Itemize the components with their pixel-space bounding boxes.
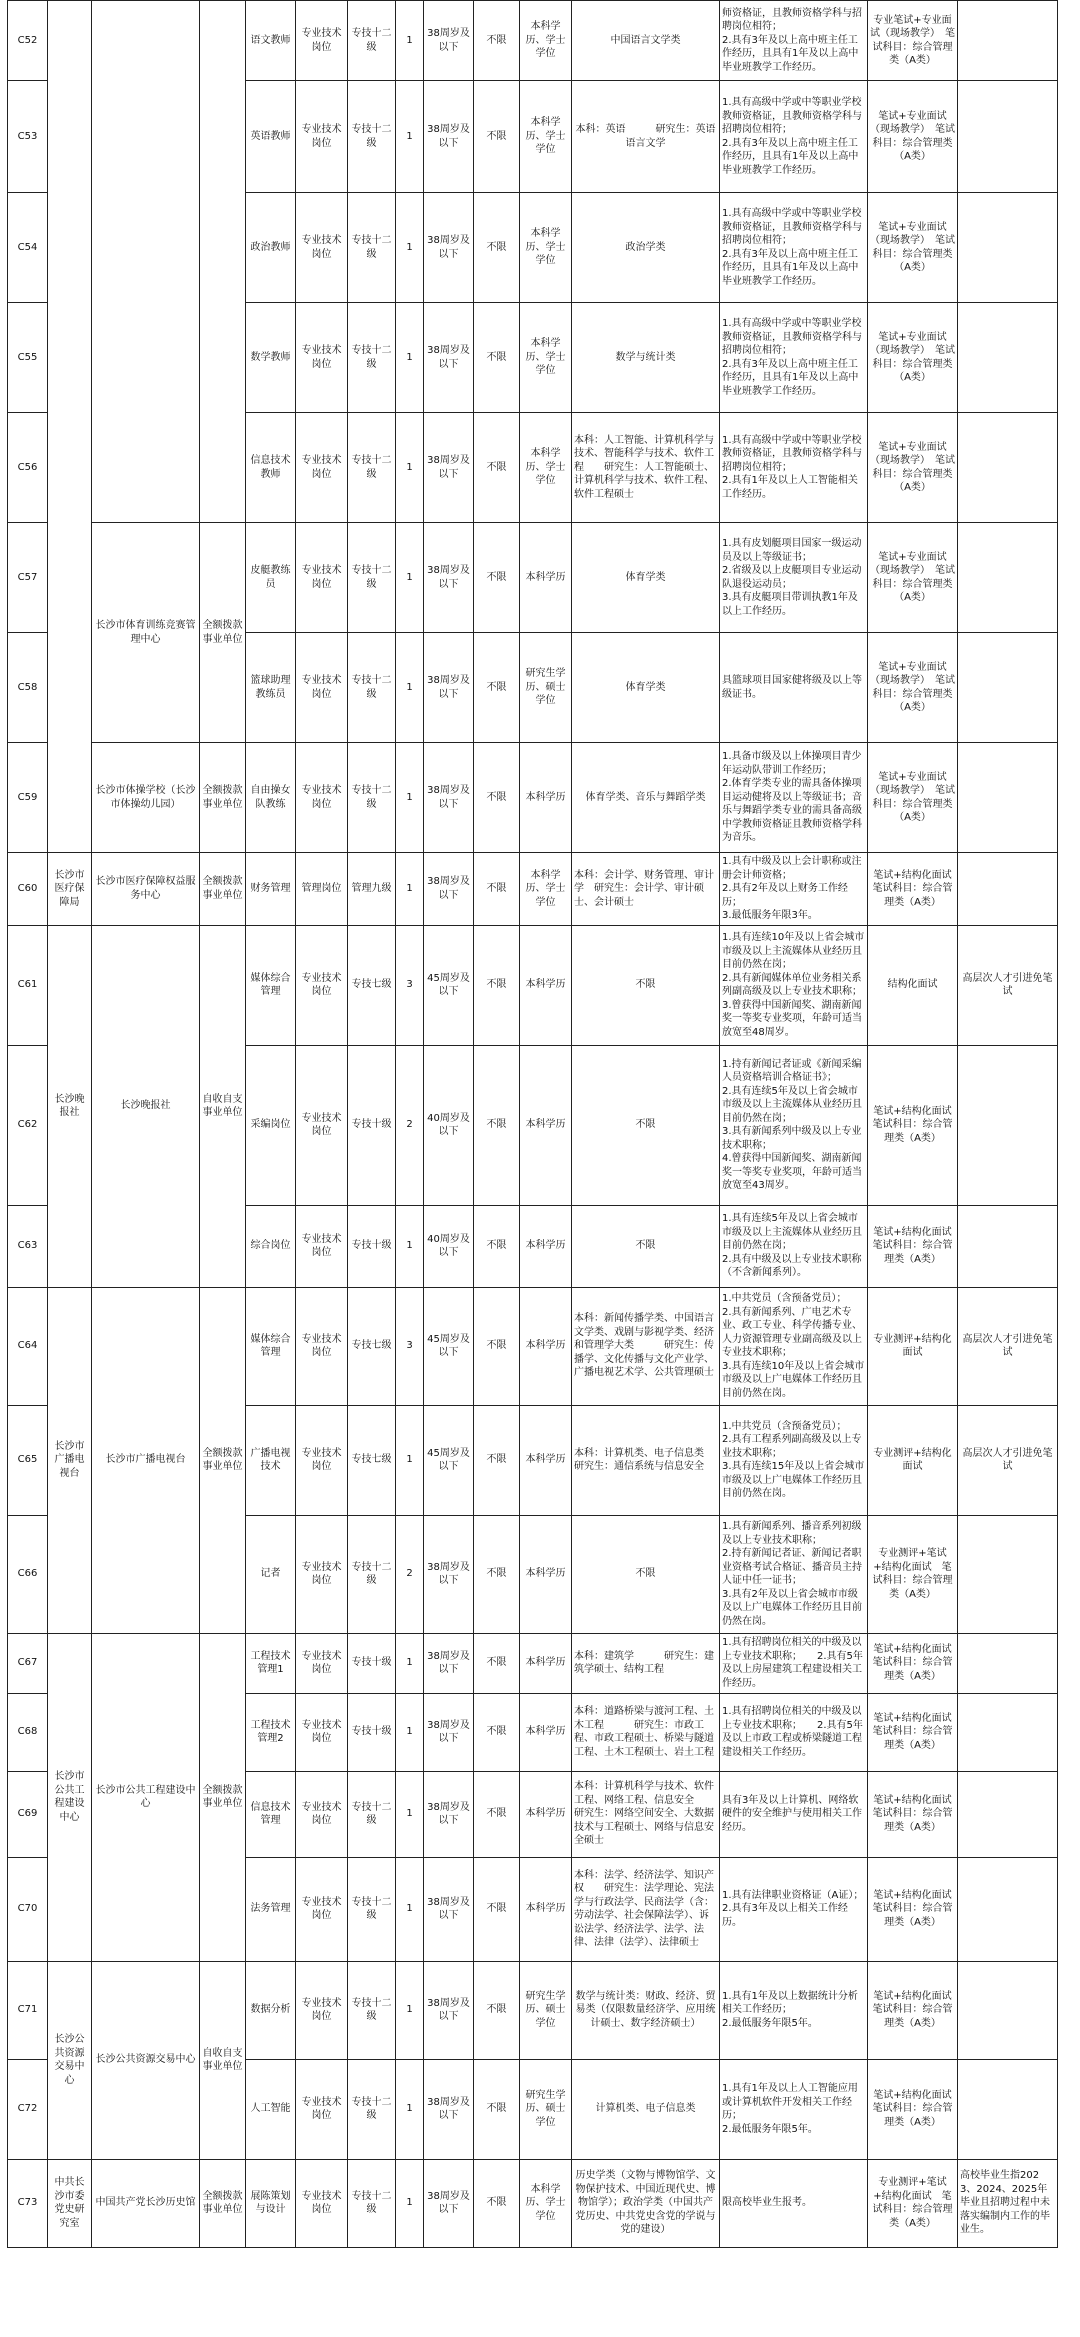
- post-type: 专业技术岗位: [296, 925, 348, 1045]
- major: 本科：建筑学 研究生：建筑学硕士、结构工程: [572, 1633, 720, 1693]
- requirements: 1.具有中级及以上会计职称或注册会计师资格； 2.具有2年及以上财务工作经历； 3.最低服务年限3年。: [720, 853, 868, 926]
- exam: 笔试+结构化面试 笔试科目：综合管理类（A类）: [868, 1771, 958, 1857]
- gender: 不限: [474, 413, 520, 523]
- remark: [958, 193, 1058, 303]
- gender: 不限: [474, 523, 520, 633]
- requirements: 限高校毕业生报考。: [720, 2159, 868, 2247]
- position: 广播电视技术: [246, 1405, 296, 1515]
- row-id: C69: [8, 1771, 48, 1857]
- funding-cell: 自收自支事业单位: [200, 925, 246, 1287]
- requirements: 1.持有新闻记者证或《新闻采编人员资格培训合格证书》； 2.具有连续5年及以上省会城市市级及以上主流媒体从业经历且目前仍然在岗； 3.具有新闻系列中级及以上专业技术职称； 4.曾获得中国新闻奖、湖南新闻奖一等奖专业奖项，年龄可适当放宽至43周岁。: [720, 1045, 868, 1205]
- education: 本科学历: [520, 1633, 572, 1693]
- major: 体育学类、音乐与舞蹈学类: [572, 743, 720, 853]
- education: 本科学历: [520, 1857, 572, 1961]
- count: 1: [396, 1405, 424, 1515]
- remark: [958, 523, 1058, 633]
- education: 本科学历: [520, 925, 572, 1045]
- exam: 笔试+专业面试（现场教学） 笔试科目：综合管理类（A类）: [868, 633, 958, 743]
- table-row: [8, 925, 1058, 1045]
- count: 1: [396, 1, 424, 81]
- major: 体育学类: [572, 523, 720, 633]
- remark: [958, 1045, 1058, 1205]
- education: 研究生学历、硕士学位: [520, 1961, 572, 2059]
- row-id: C59: [8, 743, 48, 853]
- age: 38周岁及以下: [424, 1961, 474, 2059]
- exam: 专业测评+结构化面试: [868, 1405, 958, 1515]
- position: 篮球助理教练员: [246, 633, 296, 743]
- requirements: 具篮球项目国家健将级及以上等级证书。: [720, 633, 868, 743]
- exam: 笔试+专业面试（现场教学） 笔试科目：综合管理类（A类）: [868, 743, 958, 853]
- org-cell: 长沙公共资源交易中心: [92, 1961, 200, 2159]
- grade: 专技七级: [348, 1405, 396, 1515]
- count: 1: [396, 523, 424, 633]
- row-id: C52: [8, 1, 48, 81]
- count: 1: [396, 303, 424, 413]
- position: 自由操女队教练: [246, 743, 296, 853]
- gender: 不限: [474, 1287, 520, 1405]
- table-row: [8, 1, 1058, 81]
- position: 媒体综合管理: [246, 925, 296, 1045]
- major: 本科：计算机类、电子信息类 研究生：通信系统与信息安全: [572, 1405, 720, 1515]
- exam: 专业笔试+专业面试（现场教学） 笔试科目：综合管理类（A类）: [868, 1, 958, 81]
- major: 不限: [572, 925, 720, 1045]
- row-id: C58: [8, 633, 48, 743]
- gender: 不限: [474, 1205, 520, 1287]
- unit-cell: 长沙公共资源交易中心: [48, 1961, 92, 2159]
- education: 本科学历、学士学位: [520, 303, 572, 413]
- gender: 不限: [474, 1961, 520, 2059]
- unit-cell: [48, 1, 92, 853]
- position: 工程技术管理1: [246, 1633, 296, 1693]
- education: 本科学历: [520, 1045, 572, 1205]
- table-row: [8, 743, 1058, 853]
- count: 1: [396, 1857, 424, 1961]
- age: 38周岁及以下: [424, 1857, 474, 1961]
- requirements: 1.具有1年及以上人工智能应用或计算机软件开发相关工作经历； 2.最低服务年限5年。: [720, 2059, 868, 2159]
- exam: 笔试+结构化面试 笔试科目：综合管理类（A类）: [868, 1205, 958, 1287]
- funding-cell: 全额拨款事业单位: [200, 1287, 246, 1633]
- post-type: 专业技术岗位: [296, 1693, 348, 1771]
- major: 本科：人工智能、计算机科学与技术、智能科学与技术、软件工程 研究生：人工智能硕士、计算机科学与技术、软件工程、软件工程硕士: [572, 413, 720, 523]
- gender: 不限: [474, 1045, 520, 1205]
- remark: [958, 2059, 1058, 2159]
- requirements: 1.具备市级及以上体操项目青少年运动队带训工作经历； 2.体育学类专业的需具备体操项目运动健将及以上等级证书；音乐与舞蹈学类专业的需具备高级中学教师资格证且教师资格学科为音乐。: [720, 743, 868, 853]
- count: 1: [396, 743, 424, 853]
- row-id: C64: [8, 1287, 48, 1405]
- count: 3: [396, 925, 424, 1045]
- age: 38周岁及以下: [424, 743, 474, 853]
- org-cell: 长沙市体操学校（长沙市体操幼儿园）: [92, 743, 200, 853]
- grade: 专技十二级: [348, 743, 396, 853]
- education: 研究生学历、硕士学位: [520, 2059, 572, 2159]
- exam: 笔试+结构化面试 笔试科目：综合管理类（A类）: [868, 2059, 958, 2159]
- grade: 专技十级: [348, 1633, 396, 1693]
- education: 本科学历: [520, 1771, 572, 1857]
- major: 不限: [572, 1515, 720, 1633]
- org-cell: 长沙市医疗保障权益服务中心: [92, 853, 200, 926]
- remark: [958, 1633, 1058, 1693]
- age: 38周岁及以下: [424, 853, 474, 926]
- row-id: C66: [8, 1515, 48, 1633]
- age: 38周岁及以下: [424, 193, 474, 303]
- org-cell: 长沙市公共工程建设中心: [92, 1633, 200, 1961]
- row-id: C61: [8, 925, 48, 1045]
- exam: 笔试+结构化面试 笔试科目：综合管理类（A类）: [868, 1633, 958, 1693]
- major: 本科：新闻传播学类、中国语言文学类、戏剧与影视学类、经济和管理学大类 研究生：传播学、文化传播与文化产业学、广播电视艺术学、公共管理硕士: [572, 1287, 720, 1405]
- row-id: C53: [8, 81, 48, 193]
- education: 本科学历: [520, 1515, 572, 1633]
- remark: [958, 1961, 1058, 2059]
- unit-cell: 长沙市医疗保障局: [48, 853, 92, 926]
- gender: 不限: [474, 633, 520, 743]
- org-cell: 长沙市体育训练竞赛管理中心: [92, 523, 200, 743]
- major: 数学与统计类：财政、经济、贸易类（仅限数量经济学、应用统计硕士、数字经济硕士）: [572, 1961, 720, 2059]
- exam: 结构化面试: [868, 925, 958, 1045]
- remark: 高层次人才引进免笔试: [958, 925, 1058, 1045]
- table-row: [8, 1633, 1058, 1693]
- education: 本科学历: [520, 743, 572, 853]
- remark: [958, 853, 1058, 926]
- education: 本科学历、学士学位: [520, 1, 572, 81]
- org-cell: [92, 1, 200, 523]
- exam: 笔试+专业面试（现场教学） 笔试科目：综合管理类（A类）: [868, 303, 958, 413]
- count: 2: [396, 1045, 424, 1205]
- education: 本科学历、学士学位: [520, 853, 572, 926]
- recruitment-table: [7, 0, 1058, 2248]
- gender: 不限: [474, 2159, 520, 2247]
- unit-cell: 长沙市广播电视台: [48, 1287, 92, 1633]
- grade: 专技七级: [348, 1287, 396, 1405]
- gender: 不限: [474, 1693, 520, 1771]
- position: 英语教师: [246, 81, 296, 193]
- gender: 不限: [474, 2059, 520, 2159]
- count: 1: [396, 193, 424, 303]
- exam: 专业测评+结构化面试: [868, 1287, 958, 1405]
- age: 38周岁及以下: [424, 1693, 474, 1771]
- gender: 不限: [474, 743, 520, 853]
- funding-cell: 全额拨款事业单位: [200, 2159, 246, 2247]
- row-id: C71: [8, 1961, 48, 2059]
- age: 38周岁及以下: [424, 81, 474, 193]
- major: 数学与统计类: [572, 303, 720, 413]
- post-type: 专业技术岗位: [296, 193, 348, 303]
- gender: 不限: [474, 1405, 520, 1515]
- major: 不限: [572, 1205, 720, 1287]
- requirements: 1.具有连续5年及以上省会城市市级及以上主流媒体从业经历且目前仍然在岗； 2.具有中级及以上专业技术职称（不含新闻系列）。: [720, 1205, 868, 1287]
- row-id: C67: [8, 1633, 48, 1693]
- org-cell: 中国共产党长沙历史馆: [92, 2159, 200, 2247]
- post-type: 专业技术岗位: [296, 2059, 348, 2159]
- requirements: 1.具有新闻系列、播音系列初级及以上专业技术职称； 2.持有新闻记者证、新闻记者职业资格考试合格证、播音员主持人证中任一证书； 3.具有2年及以上省会城市市级及以上广电媒体工作经历且目前仍然在岗。: [720, 1515, 868, 1633]
- education: 研究生学历、硕士学位: [520, 633, 572, 743]
- requirements: 1.具有高级中学或中等职业学校教师资格证，且教师资格学科与招聘岗位相符； 2.具有3年及以上高中班主任工作经历，且具有1年及以上高中毕业班教学工作经历。: [720, 303, 868, 413]
- education: 本科学历、学士学位: [520, 413, 572, 523]
- grade: 专技十二级: [348, 633, 396, 743]
- major: 本科：英语 研究生：英语语言文学: [572, 81, 720, 193]
- row-id: C62: [8, 1045, 48, 1205]
- remark: [958, 633, 1058, 743]
- post-type: 专业技术岗位: [296, 1771, 348, 1857]
- grade: 专技十级: [348, 1045, 396, 1205]
- requirements: 1.具有招聘岗位相关的中级及以上专业技术职称； 2.具有5年及以上房屋建筑工程建设相关工作经历。: [720, 1633, 868, 1693]
- gender: 不限: [474, 81, 520, 193]
- gender: 不限: [474, 1633, 520, 1693]
- row-id: C68: [8, 1693, 48, 1771]
- age: 38周岁及以下: [424, 303, 474, 413]
- age: 45周岁及以下: [424, 1405, 474, 1515]
- row-id: C56: [8, 413, 48, 523]
- education: 本科学历: [520, 1405, 572, 1515]
- row-id: C63: [8, 1205, 48, 1287]
- grade: 专技十二级: [348, 1, 396, 81]
- count: 1: [396, 413, 424, 523]
- requirements: 1.具有连续10年及以上省会城市市级及以上主流媒体从业经历且目前仍然在岗； 2.具有新闻媒体单位业务相关系列副高级及以上专业技术职称； 3.曾获得中国新闻奖、湖南新闻奖一等奖专业奖项，年龄可适当放宽至48周岁。: [720, 925, 868, 1045]
- row-id: C54: [8, 193, 48, 303]
- count: 1: [396, 2059, 424, 2159]
- exam: 笔试+专业面试（现场教学） 笔试科目：综合管理类（A类）: [868, 523, 958, 633]
- requirements: 1.具有高级中学或中等职业学校教师资格证，且教师资格学科与招聘岗位相符； 2.具有3年及以上高中班主任工作经历，且具有1年及以上高中毕业班教学工作经历。: [720, 81, 868, 193]
- count: 1: [396, 1633, 424, 1693]
- post-type: 专业技术岗位: [296, 413, 348, 523]
- remark: [958, 1515, 1058, 1633]
- post-type: 专业技术岗位: [296, 1515, 348, 1633]
- requirements: 1.具有高级中学或中等职业学校教师资格证，且教师资格学科与招聘岗位相符； 2.具有3年及以上高中班主任工作经历，且具有1年及以上高中毕业班教学工作经历。: [720, 193, 868, 303]
- gender: 不限: [474, 1515, 520, 1633]
- grade: 管理九级: [348, 853, 396, 926]
- education: 本科学历、学士学位: [520, 193, 572, 303]
- remark: [958, 303, 1058, 413]
- requirements: 1.具有1年及以上数据统计分析相关工作经历； 2.最低服务年限5年。: [720, 1961, 868, 2059]
- post-type: 专业技术岗位: [296, 1045, 348, 1205]
- gender: 不限: [474, 925, 520, 1045]
- age: 38周岁及以下: [424, 1771, 474, 1857]
- position: 人工智能: [246, 2059, 296, 2159]
- remark: [958, 1693, 1058, 1771]
- count: 1: [396, 2159, 424, 2247]
- major: 本科：道路桥梁与渡河工程、土木工程 研究生：市政工程、市政工程硕士、桥梁与隧道工程、土木工程硕士、岩土工程: [572, 1693, 720, 1771]
- grade: 专技十二级: [348, 2059, 396, 2159]
- exam: 笔试+结构化面试 笔试科目：综合管理类（A类）: [868, 853, 958, 926]
- post-type: 专业技术岗位: [296, 743, 348, 853]
- post-type: 管理岗位: [296, 853, 348, 926]
- gender: 不限: [474, 1771, 520, 1857]
- exam: 笔试+专业面试（现场教学） 笔试科目：综合管理类（A类）: [868, 193, 958, 303]
- post-type: 专业技术岗位: [296, 2159, 348, 2247]
- remark: 高校毕业生指2023、2024、2025年毕业且招聘过程中未落实编制内工作的毕业生。: [958, 2159, 1058, 2247]
- post-type: 专业技术岗位: [296, 303, 348, 413]
- count: 1: [396, 1693, 424, 1771]
- grade: 专技十二级: [348, 2159, 396, 2247]
- grade: 专技十级: [348, 1205, 396, 1287]
- gender: 不限: [474, 303, 520, 413]
- row-id: C55: [8, 303, 48, 413]
- count: 1: [396, 1205, 424, 1287]
- post-type: 专业技术岗位: [296, 1287, 348, 1405]
- grade: 专技十二级: [348, 193, 396, 303]
- grade: 专技十二级: [348, 413, 396, 523]
- position: 信息技术管理: [246, 1771, 296, 1857]
- requirements: 师资格证，且教师资格学科与招聘岗位相符； 2.具有3年及以上高中班主任工作经历，且具有1年及以上高中毕业班教学工作经历。: [720, 1, 868, 81]
- major: 不限: [572, 1045, 720, 1205]
- remark: [958, 1857, 1058, 1961]
- grade: 专技十二级: [348, 1961, 396, 2059]
- exam: 笔试+结构化面试 笔试科目：综合管理类（A类）: [868, 1693, 958, 1771]
- grade: 专技十级: [348, 1693, 396, 1771]
- position: 信息技术教师: [246, 413, 296, 523]
- position: 记者: [246, 1515, 296, 1633]
- post-type: 专业技术岗位: [296, 633, 348, 743]
- requirements: 1.中共党员（含预备党员）； 2.具有工程系列副高级及以上专业技术职称； 3.具有连续15年及以上省会城市市级及以上广电媒体工作经历且目前仍然在岗。: [720, 1405, 868, 1515]
- post-type: 专业技术岗位: [296, 1961, 348, 2059]
- count: 2: [396, 1515, 424, 1633]
- requirements: 1.具有法律职业资格证（A证）； 2.具有3年及以上相关工作经历。: [720, 1857, 868, 1961]
- post-type: 专业技术岗位: [296, 523, 348, 633]
- requirements: 具有3年及以上计算机、网络软硬件的安全维护与使用相关工作经历。: [720, 1771, 868, 1857]
- position: 法务管理: [246, 1857, 296, 1961]
- age: 38周岁及以下: [424, 523, 474, 633]
- post-type: 专业技术岗位: [296, 1633, 348, 1693]
- remark: 高层次人才引进免笔试: [958, 1287, 1058, 1405]
- position: 皮艇教练员: [246, 523, 296, 633]
- exam: 笔试+专业面试（现场教学） 笔试科目：综合管理类（A类）: [868, 413, 958, 523]
- post-type: 专业技术岗位: [296, 1, 348, 81]
- remark: [958, 1771, 1058, 1857]
- grade: 专技十二级: [348, 1771, 396, 1857]
- major: 本科：会计学、财务管理、审计学 研究生：会计学、审计硕士、会计硕士: [572, 853, 720, 926]
- count: 1: [396, 81, 424, 193]
- table-row: [8, 1961, 1058, 2059]
- unit-cell: 中共长沙市委党史研究室: [48, 2159, 92, 2247]
- row-id: C70: [8, 1857, 48, 1961]
- position: 数学教师: [246, 303, 296, 413]
- count: 1: [396, 633, 424, 743]
- position: 数据分析: [246, 1961, 296, 2059]
- major: 本科：计算机科学与技术、软件工程、网络工程、信息安全 研究生：网络空间安全、大数据技术与工程硕士、网络与信息安全硕士: [572, 1771, 720, 1857]
- major: 政治学类: [572, 193, 720, 303]
- count: 1: [396, 1961, 424, 2059]
- age: 40周岁及以下: [424, 1045, 474, 1205]
- exam: 专业测评+笔试+结构化面试 笔试科目：综合管理类（A类）: [868, 2159, 958, 2247]
- count: 3: [396, 1287, 424, 1405]
- age: 38周岁及以下: [424, 2059, 474, 2159]
- row-id: C72: [8, 2059, 48, 2159]
- position: 工程技术管理2: [246, 1693, 296, 1771]
- grade: 专技十二级: [348, 1515, 396, 1633]
- table-row: [8, 853, 1058, 926]
- exam: 笔试+结构化面试 笔试科目：综合管理类（A类）: [868, 1045, 958, 1205]
- count: 1: [396, 853, 424, 926]
- unit-cell: 长沙晚报社: [48, 925, 92, 1287]
- funding-cell: 全额拨款事业单位: [200, 523, 246, 743]
- major: 中国语言文学类: [572, 1, 720, 81]
- exam: 笔试+专业面试（现场教学） 笔试科目：综合管理类（A类）: [868, 81, 958, 193]
- age: 38周岁及以下: [424, 1, 474, 81]
- row-id: C73: [8, 2159, 48, 2247]
- position: 语文教师: [246, 1, 296, 81]
- position: 综合岗位: [246, 1205, 296, 1287]
- position: 政治教师: [246, 193, 296, 303]
- row-id: C65: [8, 1405, 48, 1515]
- position: 展陈策划与设计: [246, 2159, 296, 2247]
- major: 历史学类（文物与博物馆学、文物保护技术、中国近现代史、博物馆学）；政治学类（中国共产党历史、中共党史含党的学说与党的建设）: [572, 2159, 720, 2247]
- grade: 专技十二级: [348, 523, 396, 633]
- age: 45周岁及以下: [424, 1287, 474, 1405]
- age: 38周岁及以下: [424, 1515, 474, 1633]
- remark: [958, 1, 1058, 81]
- age: 38周岁及以下: [424, 413, 474, 523]
- major: 本科：法学、经济法学、知识产权 研究生：法学理论、宪法学与行政法学、民商法学（含：劳动法学、社会保障法学）、诉讼法学、经济法学、法学、法律、法律（法学）、法律硕士: [572, 1857, 720, 1961]
- education: 本科学历: [520, 1205, 572, 1287]
- age: 40周岁及以下: [424, 1205, 474, 1287]
- count: 1: [396, 1771, 424, 1857]
- requirements: 1.具有招聘岗位相关的中级及以上专业技术职称； 2.具有5年及以上市政工程或桥梁隧道工程建设相关工作经历。: [720, 1693, 868, 1771]
- gender: 不限: [474, 1857, 520, 1961]
- row-id: C60: [8, 853, 48, 926]
- age: 45周岁及以下: [424, 925, 474, 1045]
- post-type: 专业技术岗位: [296, 1405, 348, 1515]
- gender: 不限: [474, 853, 520, 926]
- age: 38周岁及以下: [424, 2159, 474, 2247]
- exam: 专业测评+笔试+结构化面试 笔试科目：综合管理类（A类）: [868, 1515, 958, 1633]
- position: 财务管理: [246, 853, 296, 926]
- age: 38周岁及以下: [424, 1633, 474, 1693]
- major: 体育学类: [572, 633, 720, 743]
- education: 本科学历: [520, 523, 572, 633]
- gender: 不限: [474, 193, 520, 303]
- org-cell: 长沙市广播电视台: [92, 1287, 200, 1633]
- requirements: 1.中共党员（含预备党员）； 2.具有新闻系列、广电艺术专业、政工专业、科学传播专业、人力资源管理专业副高级及以上专业技术职称； 3.具有连续10年及以上省会城市市级及以上广电媒体工作经历且目前仍然在岗。: [720, 1287, 868, 1405]
- table-row: [8, 523, 1058, 633]
- org-cell: 长沙晚报社: [92, 925, 200, 1287]
- table-row: [8, 1287, 1058, 1405]
- grade: 专技七级: [348, 925, 396, 1045]
- remark: [958, 413, 1058, 523]
- funding-cell: [200, 1, 246, 523]
- requirements: 1.具有高级中学或中等职业学校教师资格证，且教师资格学科与招聘岗位相符； 2.具有1年及以上人工智能相关工作经历。: [720, 413, 868, 523]
- post-type: 专业技术岗位: [296, 1857, 348, 1961]
- requirements: 1.具有皮划艇项目国家一级运动员及以上等级证书； 2.省级及以上皮艇项目专业运动队退役运动员； 3.具有皮艇项目带训执教1年及以上工作经历。: [720, 523, 868, 633]
- grade: 专技十二级: [348, 303, 396, 413]
- unit-cell: 长沙市公共工程建设中心: [48, 1633, 92, 1961]
- education: 本科学历、学士学位: [520, 2159, 572, 2247]
- major: 计算机类、电子信息类: [572, 2059, 720, 2159]
- funding-cell: 全额拨款事业单位: [200, 1633, 246, 1961]
- grade: 专技十二级: [348, 1857, 396, 1961]
- funding-cell: 全额拨款事业单位: [200, 853, 246, 926]
- table-row: [8, 2159, 1058, 2247]
- post-type: 专业技术岗位: [296, 1205, 348, 1287]
- remark: [958, 1205, 1058, 1287]
- exam: 笔试+结构化面试 笔试科目：综合管理类（A类）: [868, 1857, 958, 1961]
- position: 采编岗位: [246, 1045, 296, 1205]
- remark: [958, 81, 1058, 193]
- age: 38周岁及以下: [424, 633, 474, 743]
- remark: 高层次人才引进免笔试: [958, 1405, 1058, 1515]
- gender: 不限: [474, 1, 520, 81]
- funding-cell: 全额拨款事业单位: [200, 743, 246, 853]
- post-type: 专业技术岗位: [296, 81, 348, 193]
- exam: 笔试+结构化面试 笔试科目：综合管理类（A类）: [868, 1961, 958, 2059]
- education: 本科学历、学士学位: [520, 81, 572, 193]
- grade: 专技十二级: [348, 81, 396, 193]
- funding-cell: 自收自支事业单位: [200, 1961, 246, 2159]
- row-id: C57: [8, 523, 48, 633]
- remark: [958, 743, 1058, 853]
- education: 本科学历: [520, 1287, 572, 1405]
- position: 媒体综合管理: [246, 1287, 296, 1405]
- education: 本科学历: [520, 1693, 572, 1771]
